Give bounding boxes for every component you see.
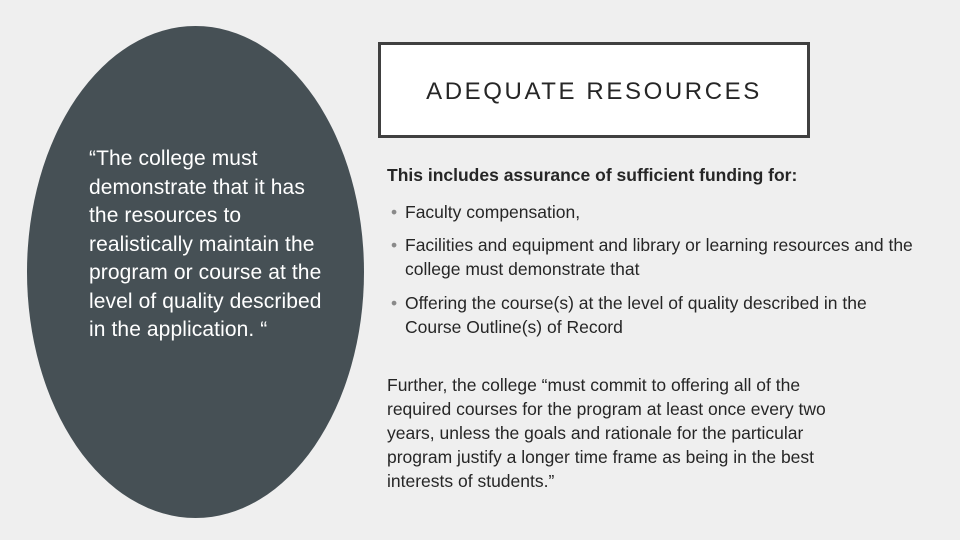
bullet-list — [387, 200, 917, 339]
intro-text: This includes assurance of sufficient funding for: — [387, 165, 798, 185]
bullet-text: Faculty compensation, — [405, 202, 581, 222]
bullet-text: Facilities and equipment and library or learning resources and the college must demonstrate that — [405, 235, 913, 279]
bullet-text: Offering the course(s) at the level of quality described in the Course Outline(s) of Record — [405, 293, 867, 337]
quote-text: “The college must demonstrate that it has the resources to realistically maintain the program or course at the level of quality described in the application. “ — [89, 147, 322, 341]
content-area — [387, 163, 917, 493]
title-box — [378, 42, 810, 138]
bullet-item — [387, 200, 920, 224]
bullet-item — [387, 291, 920, 339]
bullet-item — [387, 233, 920, 281]
slide-title: ADEQUATE RESOURCES — [426, 78, 762, 105]
bullet-icon: • — [391, 293, 398, 313]
bullet-icon: • — [391, 202, 398, 222]
bullet-icon: • — [391, 235, 398, 255]
further-text: Further, the college “must commit to offering all of the required courses for the program at least once every two years, unless the goals and rationale for the particular program justify a longer time frame as being in the best interests of students.” — [387, 375, 826, 491]
